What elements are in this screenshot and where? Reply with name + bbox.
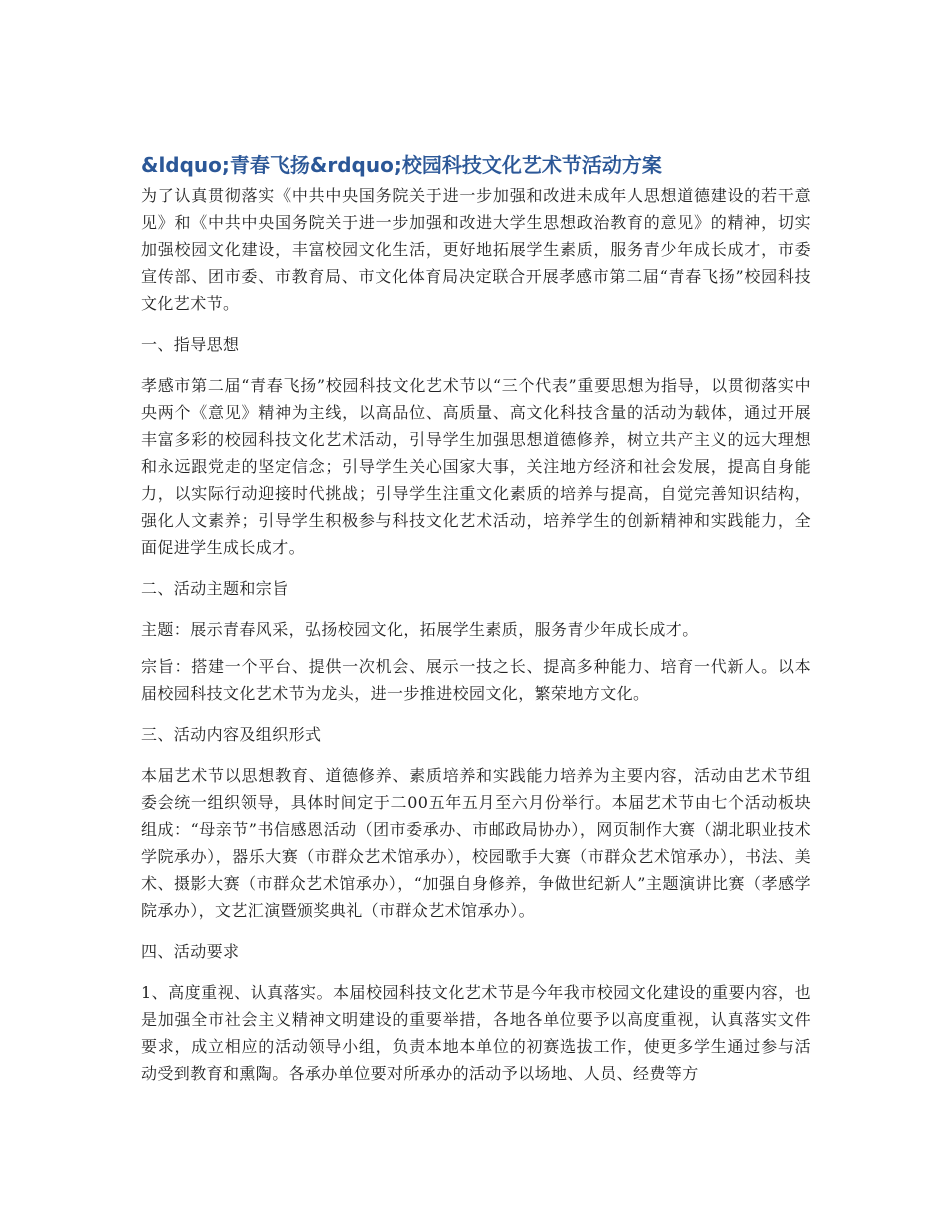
- document-title: &ldquo;青春飞扬&rdquo;校园科技文化艺术节活动方案: [141, 153, 662, 177]
- section-paragraph: 本届艺术节以思想教育、道德修养、素质培养和实践能力培养为主要内容，活动由艺术节组委会统一组织领导，具体时间定于二00五年五月至六月份举行。本届艺术节由七个活动板块组成：“母亲节”书信感恩活动（团市委承办、市邮政局协办），网页制作大赛（湖北职业技术学院承办），器乐大赛（市群众艺术馆承办），校园歌手大赛（市群众艺术馆承办），书法、美术、摄影大赛（市群众艺术馆承办），“加强自身修养，争做世纪新人”主题演讲比赛（孝感学院承办），文艺汇演暨颁奖典礼（市群众艺术馆承办）。: [141, 766, 811, 920]
- section-heading-theme-and-purpose: 二、活动主题和宗旨: [141, 579, 289, 598]
- intro-paragraph: 为了认真贯彻落实《中共中央国务院关于进一步加强和改进未成年人思想道德建设的若干意见》和《中共中央国务院关于进一步加强和改进大学生思想政治教育的意见》的精神，切实加强校园文化建设，丰富校园文化生活，更好地拓展学生素质，服务青少年成长成才，市委宣传部、团市委、市教育局、市文化体育局决定联合开展孝感市第二届“青春飞扬”校园科技文化艺术节。: [141, 186, 811, 313]
- section-heading-guiding-ideology: 一、指导思想: [141, 335, 240, 354]
- section-paragraph: 1、高度重视、认真落实。本届校园科技文化艺术节是今年我市校园文化建设的重要内容，也是加强全市社会主义精神文明建设的重要举措，各地各单位要予以高度重视，认真落实文件要求，成立相应的活动领导小组，负责本地本单位的初赛选拔工作，使更多学生通过参与活动受到教育和熏陶。各承办单位要对所承办的活动予以场地、人员、经费等方: [141, 983, 811, 1083]
- section-paragraph: 孝感市第二届“青春飞扬”校园科技文化艺术节以“三个代表”重要思想为指导，以贯彻落实中央两个《意见》精神为主线，以高品位、高质量、高文化科技含量的活动为载体，通过开展丰富多彩的校园科技文化艺术活动，引导学生加强思想道德修养，树立共产主义的远大理想和永远跟党走的坚定信念；引导学生关心国家大事，关注地方经济和社会发展，提高自身能力，以实际行动迎接时代挑战；引导学生注重文化素质的培养与提高，自觉完善知识结构，强化人文素养；引导学生积极参与科技文化艺术活动，培养学生的创新精神和实践能力，全面促进学生成长成才。: [141, 376, 811, 557]
- section-heading-content-and-organization: 三、活动内容及组织形式: [141, 725, 322, 744]
- document-body: [141, 150, 811, 1087]
- section-heading-requirements: 四、活动要求: [141, 942, 240, 961]
- section-paragraph-theme: 主题：展示青春风采，弘扬校园文化，拓展学生素质，服务青少年成长成才。: [141, 620, 699, 639]
- section-paragraph-purpose: 宗旨：搭建一个平台、提供一次机会、展示一技之长、提高多种能力、培育一代新人。以本届校园科技文化艺术节为龙头，进一步推进校园文化，繁荣地方文化。: [141, 657, 811, 703]
